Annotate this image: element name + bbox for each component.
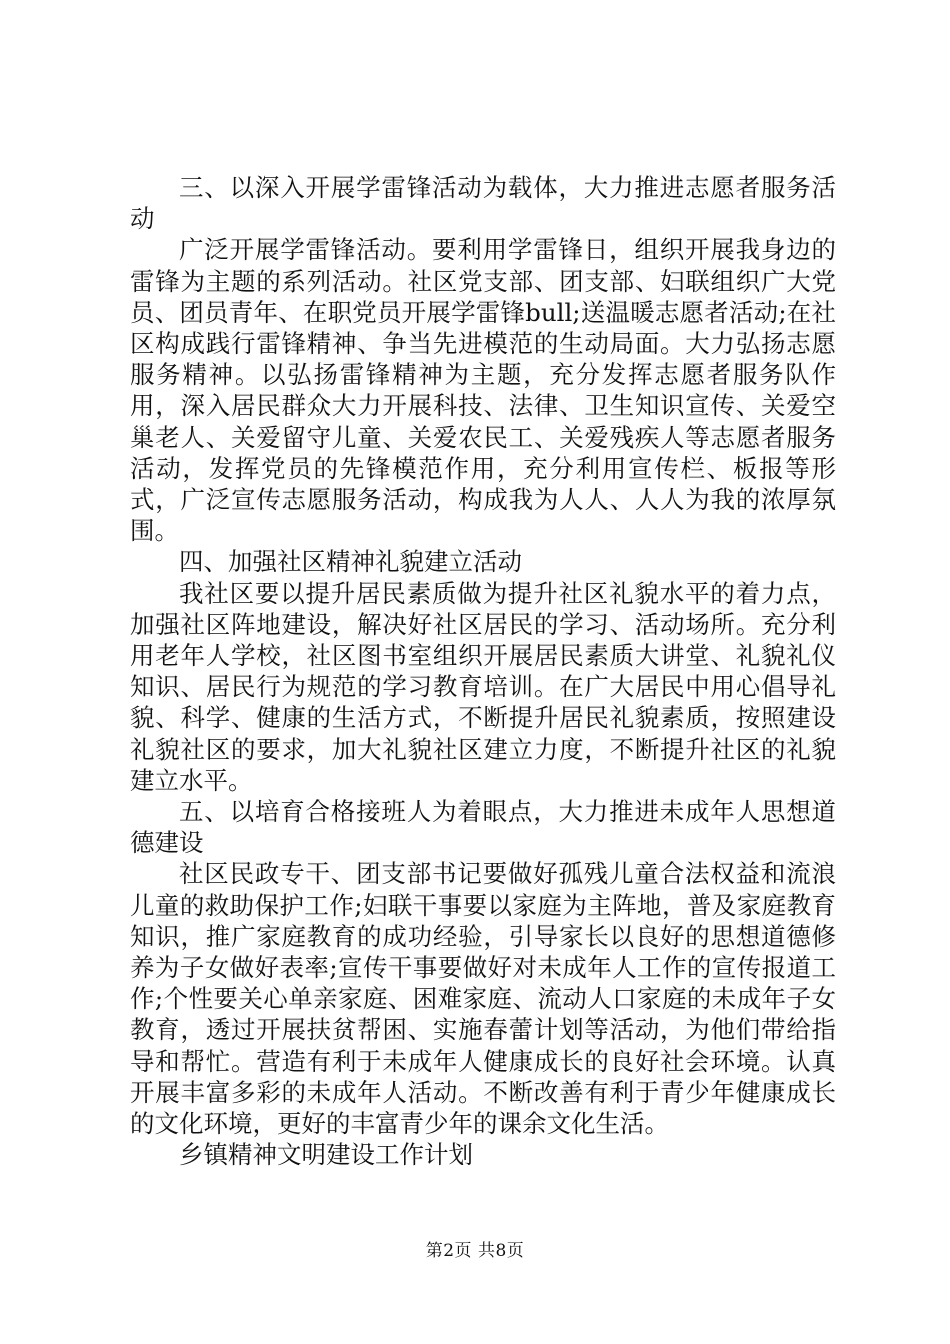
page-number-footer: 第2页 共8页: [425, 1241, 525, 1261]
document-body: [130, 172, 836, 1171]
section-heading-4: 四、加强社区精神礼貌建立活动: [179, 547, 522, 577]
section-heading-5: 五、以培育合格接班人为着眼点，大力推进未成年人思想道德建设: [130, 797, 836, 858]
body-paragraph: 我社区要以提升居民素质做为提升社区礼貌水平的着力点，加强社区阵地建设，解决好社区居民的学习、活动场所。充分利用老年人学校，社区图书室组织开展居民素质大讲堂、礼貌礼仪知识、居民行为规范的学习教育培训。在广大居民中用心倡导礼貌、科学、健康的生活方式，不断提升居民礼貌素质，按照建设礼貌社区的要求，加大礼貌社区建立力度，不断提升社区的礼貌建立水平。: [130, 578, 836, 795]
body-paragraph: 社区民政专干、团支部书记要做好孤残儿童合法权益和流浪儿童的救助保护工作;妇联干事要以家庭为主阵地，普及家庭教育知识，推广家庭教育的成功经验，引导家长以良好的思想道德修养为子女做好表率;宣传干事要做好对未成年人工作的宣传报道工作;个性要关心单亲家庭、困难家庭、流动人口家庭的未成年子女教育，透过开展扶贫帮困、实施春蕾计划等活动，为他们带给指导和帮忙。营造有利于未成年人健康成长的良好社会环境。认真开展丰富多彩的未成年人活动。不断改善有利于青少年健康成长的文化环境，更好的丰富青少年的课余文化生活。: [130, 859, 836, 1139]
next-document-title: 乡镇精神文明建设工作计划: [179, 1140, 473, 1170]
section-heading-3: 三、以深入开展学雷锋活动为载体，大力推进志愿者服务活动: [130, 173, 836, 234]
body-paragraph: 广泛开展学雷锋活动。要利用学雷锋日，组织开展我身边的雷锋为主题的系列活动。社区党支部、团支部、妇联组织广大党员、团员青年、在职党员开展学雷锋bull;送温暖志愿者活动;在社区构成践行雷锋精神、争当先进模范的生动局面。大力弘扬志愿服务精神。以弘扬雷锋精神为主题，充分发挥志愿者服务队作用，深入居民群众大力开展科技、法律、卫生知识宣传、关爱空巢老人、关爱留守儿童、关爱农民工、关爱残疾人等志愿者服务活动，发挥党员的先锋模范作用，充分利用宣传栏、板报等形式，广泛宣传志愿服务活动，构成我为人人、人人为我的浓厚氛围。: [130, 235, 836, 546]
